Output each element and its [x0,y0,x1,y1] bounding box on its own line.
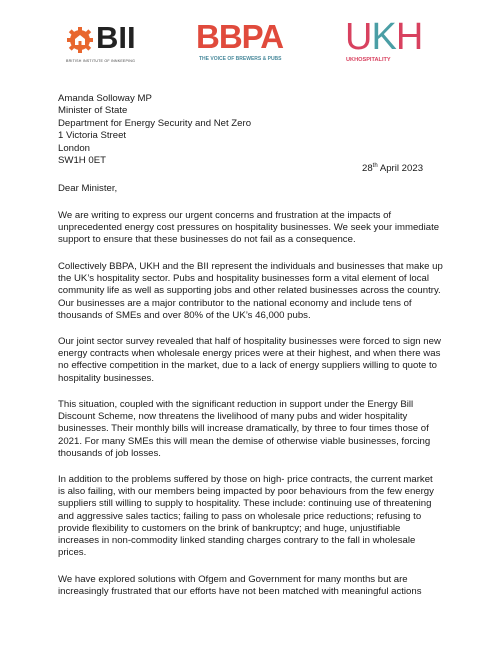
body-paragraph: In addition to the problems suffered by those on high- price contracts, the current market is also failing, with our members being impacted by poor behaviours from the few energy suppliers still willing to supply to hospitality. These include: continuing use of threatening and aggressive sales tactics; failing to pass on wholesale price reductions; refusing to provide flexibility to customers on the brink of bankruptcy; and huge, unjustifiable increases in non-commodity linked standing charges contrary to the fall in wholesale prices. [58,474,434,559]
address-line: London [58,142,91,154]
body-paragraph: Our joint sector survey revealed that half of hospitality businesses were forced to sign new energy contracts when wholesale energy prices were at their highest, and when there was no effective competition in the market, due to a lack of energy suppliers willing to quote to hospitality businesses. [58,336,441,384]
salutation: Dear Minister, [58,183,118,194]
bii-logo [66,20,146,72]
body-paragraph: This situation, coupled with the significant reduction in support under the Energy Bill Discount Scheme, now threatens the livelihood of many pubs and wider hospitality businesses. Their monthly bills will increase dramatically, by three to four times those of 2021. For many SMEs this will mean the demise of otherwise viable businesses, forcing thousands of job losses. [58,399,431,459]
recipient-address [58,93,251,167]
body-paragraph: Collectively BBPA, UKH and the BII represent the individuals and businesses that make up the UK’s hospitality sector. Pubs and hospitality businesses form a vital element of local community life as well as supporting jobs and other related businesses across the country. Our businesses are a major contributor to the national economy and include tens of thousands of SMEs and over 80% of the UK’s 46,000 pubs. [58,261,443,321]
address-line: Amanda Solloway MP [58,93,152,104]
ukh-tagline: UKHOSPITALITY [346,57,391,63]
address-line: Department for Energy Security and Net Zero [58,117,252,129]
letter-date: 28th April 2023 [362,163,424,174]
bii-gear-icon [66,26,94,54]
body-paragraph: We are writing to express our urgent concerns and frustration at the impacts of unprecedented energy cost pressures on hospitality businesses. We seek your immediate support to ensure that these businesses do not fail as a consequence. [58,210,440,246]
ukhospitality-logo [345,16,423,74]
bbpa-logo [196,18,296,72]
address-line: Minister of State [58,105,128,117]
bbpa-tagline: THE VOICE OF BREWERS & PUBS [199,56,282,62]
address-line: 1 Victoria Street [58,130,127,142]
bbpa-wordmark: BBPA [196,18,284,55]
address-line: SW1H 0ET [58,155,106,167]
bii-tagline: BRITISH INSTITUTE OF INNKEEPING [66,59,136,63]
ukh-wordmark: UKH [345,16,423,58]
logo-bar [0,16,500,74]
bii-wordmark: BII [96,20,136,55]
body-paragraph: We have explored solutions with Ofgem and Government for many months but are increasingly frustrated that our efforts have not been matched with meaningful actions [58,574,422,598]
